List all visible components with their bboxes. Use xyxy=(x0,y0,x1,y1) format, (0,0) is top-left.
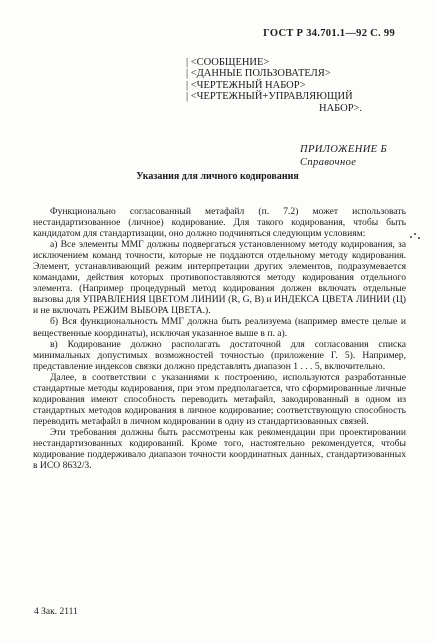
grammar-line: НАБОР>. xyxy=(319,102,363,114)
paragraph: а) Все элементы ММГ должны подвергаться установленному методу кодирования, за исключением команд точности, которые не поддаются отдельному методу кодирования. Элемент, устанавливающий режим интерпретации других элементов, подразумевается командами, действия которых противопоставляются методу кодирования отдельного элемента. (Например процедурный метод кодирования должен включать отдельные вызовы для УПРАВЛЕНИЯ ЦВЕТОМ ЛИНИИ (R, G, B) и ИНДЕКСА ЦВЕТА ЛИНИИ (Ц) и не включать РЕЖИМ ВЫБОРА ЦВЕТА.). xyxy=(33,239,406,317)
grammar-line: | <ЧЕРТЕЖНЫЙ НАБОР> xyxy=(186,79,306,91)
paragraph: Функционально согласованный метафайл (п. 7.2) может использовать нестандартизованное (личное) кодирование. Для такого кодирования, чтобы быть кандидатом для стандартизации, оно должно подчиняться следующим условиям: xyxy=(33,206,406,240)
scan-speck-mark xyxy=(410,232,422,240)
paragraph: Далее, в соответствии с указаниями к построению, используются разработанные стандартные методы кодирования, при этом предполагается, что сформированные личные кодирования имеют способность переводить метафайл, закодированный в одном из стандартных методов кодирования в личное кодирование; соответствующую способность переводить метафайл в личном кодировании в одну из стандартизованных связей. xyxy=(33,371,406,427)
grammar-block xyxy=(186,57,396,114)
paragraph: Эти требования должны быть рассмотрены как рекомендации при проектировании нестандартизованных кодирований. Кроме того, настоятельно рекомендуется, чтобы кодирование поддерживало диапазон точности координатных данных, стандартизованных в ИСО 8632/3. xyxy=(33,426,406,472)
section-title: Указания для личного кодирования xyxy=(136,171,299,182)
appendix-heading xyxy=(300,143,387,169)
body-text xyxy=(33,206,406,471)
grammar-line: | <ЧЕРТЕЖНЫЙ+УПРАВЛЯЮЩИЙ xyxy=(186,91,353,103)
appendix-subtitle: Справочное xyxy=(300,157,357,168)
page-footer: 4 Зак. 2111 xyxy=(34,607,78,617)
page-header: ГОСТ Р 34.701.1—92 С. 99 xyxy=(263,28,395,39)
paragraph: в) Кодирование должно располагать достаточной для согласования списка минимальных допустимых возможностей точностью (приложение Г. 5). Например, представление индексов связки должно представлять диапазон 1 . . . 5, включительно. xyxy=(33,338,406,372)
paragraph: б) Вся функциональность ММГ должна быть реализуема (например вместе целые и вещественные координаты), исключая указанное выше в п. а). xyxy=(33,316,406,339)
grammar-line: | <СООБЩЕНИЕ> xyxy=(186,57,270,68)
appendix-title: ПРИЛОЖЕНИЕ Б xyxy=(300,144,388,155)
grammar-line: | <ДАННЫЕ ПОЛЬЗОВАТЕЛЯ> xyxy=(186,68,331,80)
